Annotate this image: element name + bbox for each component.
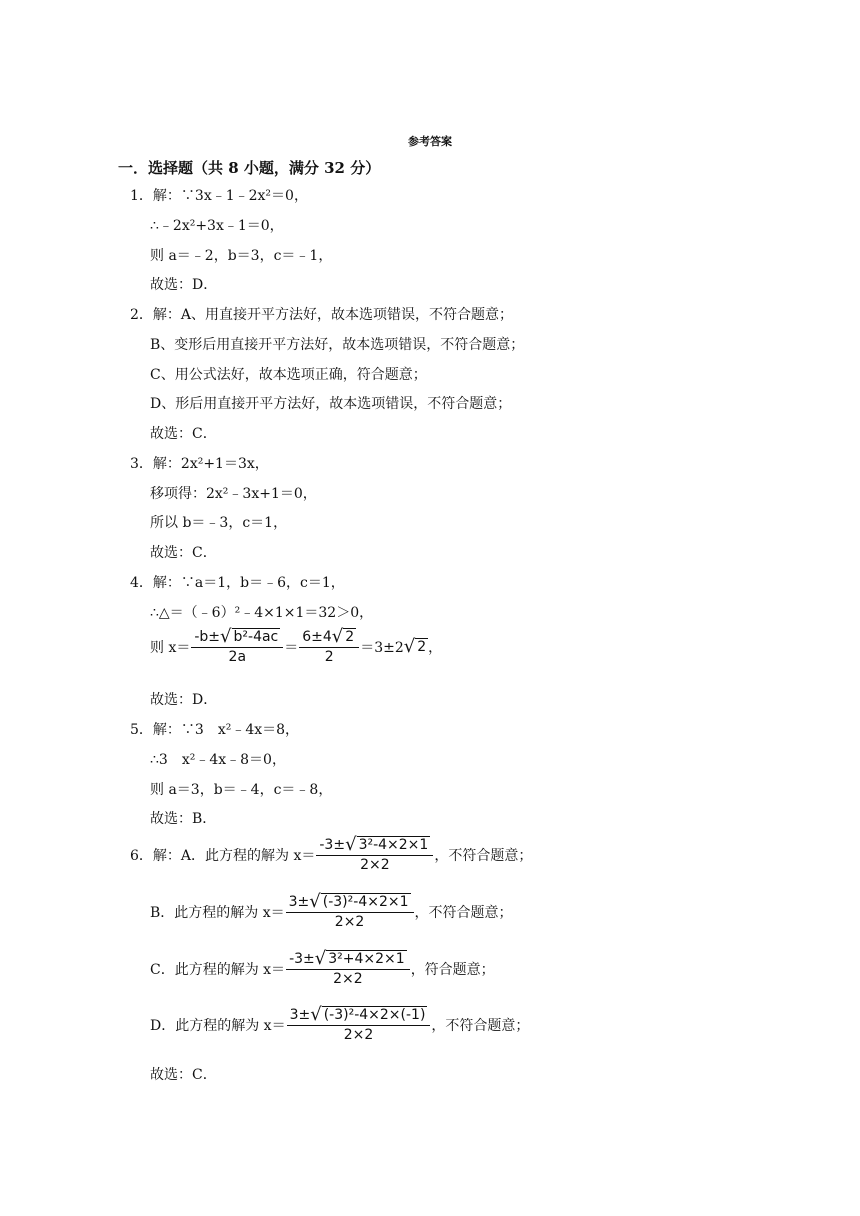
q2-line-4: D、形后用直接开平方法好，故本选项错误，不符合题意；	[150, 396, 512, 412]
radicand: 3²-4×2×1	[358, 837, 429, 853]
option-suffix: ，不符合题意；	[414, 904, 513, 921]
formula-prefix: 则 x＝	[150, 639, 191, 656]
radicand: 2	[417, 638, 427, 655]
result-end: ，	[428, 639, 443, 656]
q4-line-2: ∴△＝（﹣6）²﹣4×1×1＝32＞0，	[150, 605, 374, 621]
denominator: 2×2	[334, 914, 365, 930]
q4-formula-line	[150, 628, 442, 665]
option-suffix: ，不符合题意；	[431, 1017, 530, 1034]
equals-sign: ＝	[284, 639, 299, 656]
sqrt-symbol: √ 3²+4×2×1	[314, 948, 405, 969]
substituted-fraction	[299, 628, 359, 665]
option-prefix: D．此方程的解为 x＝	[150, 1017, 286, 1034]
q3-line-3: 所以 b＝﹣3，c＝1，	[150, 515, 288, 531]
q2-answer: 故选：C．	[150, 426, 217, 442]
q1-line-1: 1．解：∵3x﹣1﹣2x²＝0，	[130, 188, 308, 204]
numerator-lead: -3±	[319, 837, 346, 853]
radicand: (-3)²-4×2×(-1)	[323, 1007, 426, 1023]
numerator-lead: -b±	[194, 629, 221, 645]
radicand: 2	[345, 629, 355, 645]
q3-line-1: 3．解：2x²+1＝3x，	[130, 456, 269, 472]
quadratic-formula-fraction	[191, 628, 283, 665]
q1-line-3: 则 a＝﹣2，b＝3，c＝﹣1，	[150, 248, 333, 264]
q1-line-2: ∴﹣2x²+3x﹣1＝0，	[150, 218, 284, 234]
q5-line-1: 5．解：∵3 x²﹣4x＝8，	[130, 722, 300, 738]
q6-answer: 故选：C．	[150, 1067, 217, 1083]
option-fraction	[286, 893, 414, 930]
denominator: 2	[324, 649, 334, 665]
q3-answer: 故选：C．	[150, 545, 217, 561]
sqrt-symbol: √ b²-4ac	[220, 626, 279, 647]
sqrt-symbol: √ 2	[331, 626, 355, 647]
radicand: (-3)²-4×2×1	[322, 894, 409, 910]
sqrt-symbol: √ 3²-4×2×1	[345, 834, 429, 855]
q4-line-1: 4．解：∵a＝1，b＝﹣6，c＝1，	[130, 575, 345, 591]
denominator: 2×2	[360, 857, 390, 873]
denominator: 2×2	[333, 971, 363, 987]
q4-answer: 故选：D．	[150, 692, 218, 708]
radicand: 3²+4×2×1	[328, 951, 405, 967]
option-prefix: 6．解：A．此方程的解为 x＝	[130, 847, 316, 864]
option-suffix: ，不符合题意；	[434, 847, 533, 864]
denominator: 2×2	[343, 1027, 374, 1043]
q5-line-3: 则 a＝3，b＝﹣4，c＝﹣8，	[150, 782, 333, 798]
numerator-lead: 3±	[288, 894, 310, 910]
q6-option-a	[130, 836, 532, 873]
page-title: 参考答案	[408, 135, 452, 148]
option-suffix: ，符合题意；	[410, 961, 495, 978]
q6-option-d	[150, 1006, 529, 1043]
option-fraction	[316, 836, 433, 873]
sqrt-symbol: √ (-3)²-4×2×1	[309, 891, 409, 912]
q5-answer: 故选：B．	[150, 811, 217, 827]
sqrt-symbol: √ (-3)²-4×2×(-1)	[310, 1004, 426, 1025]
option-prefix: C．此方程的解为 x＝	[150, 961, 286, 978]
q3-line-2: 移项得：2x²﹣3x+1＝0，	[150, 486, 317, 502]
section-heading: 一．选择题（共 8 小题，满分 32 分）	[118, 159, 381, 177]
option-fraction	[286, 950, 410, 987]
option-fraction	[287, 1006, 431, 1043]
numerator-lead: -3±	[289, 951, 315, 967]
numerator-lead: 3±	[289, 1007, 311, 1023]
q2-line-3: C、用公式法好，故本选项正确，符合题意；	[150, 367, 427, 383]
sqrt-symbol: √ 2	[403, 635, 427, 657]
q6-option-b	[150, 893, 513, 930]
q2-line-2: B、变形后用直接开平方法好，故本选项错误，不符合题意；	[150, 337, 525, 353]
result-lead: ＝3±2	[360, 639, 404, 656]
denominator: 2a	[228, 649, 247, 665]
q1-answer: 故选：D．	[150, 277, 218, 293]
option-prefix: B．此方程的解为 x＝	[150, 904, 285, 921]
q6-option-c	[150, 950, 495, 987]
radicand: b²-4ac	[233, 629, 279, 645]
q2-line-1: 2．解：A、用直接开平方法好，故本选项错误，不符合题意；	[130, 307, 514, 323]
q5-line-2: ∴3 x²﹣4x﹣8＝0，	[150, 752, 286, 768]
numerator-lead: 6±4	[302, 629, 332, 645]
